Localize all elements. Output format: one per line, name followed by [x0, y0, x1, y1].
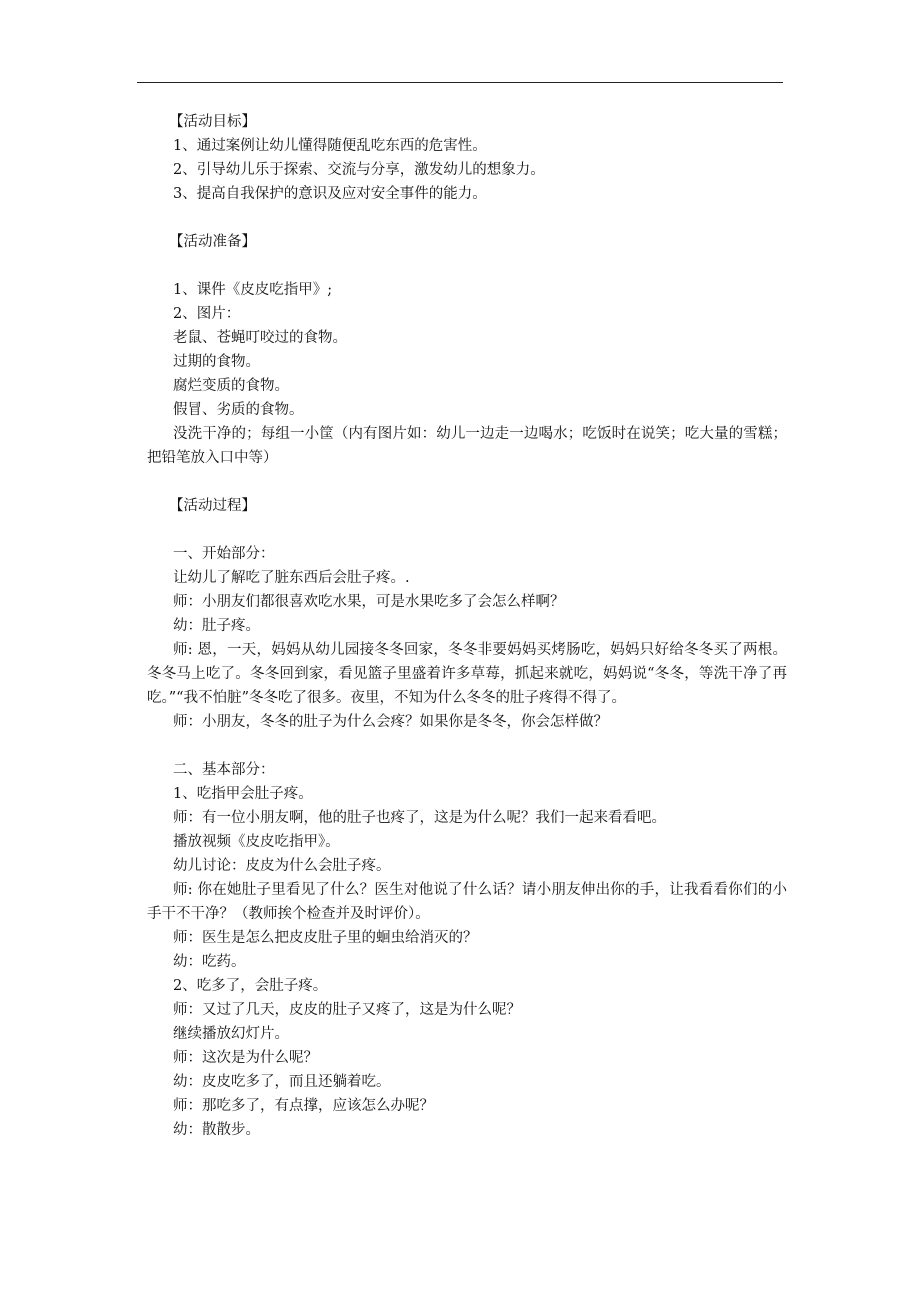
goal-item: 2、引导幼儿乐于探索、交流与分享，激发幼儿的想象力。 [173, 162, 545, 178]
teacher-paragraph: 师: 你在她肚子里看见了什么？医生对他说了什么话？请小朋友伸出你的手，让我看看你们的小手干不干净？（教师挨个检查并及时评价）。 [147, 882, 787, 922]
prep-item: 过期的食物。 [173, 354, 260, 370]
dialogue-line: 播放视频《皮皮吃指甲》。 [173, 834, 340, 850]
dialogue-line: 师：又过了几天，皮皮的肚子又疼了，这是为什么呢？ [173, 1002, 521, 1018]
prep-item: 2、图片： [173, 306, 241, 322]
dialogue-line: 让幼儿了解吃了脏东西后会肚子疼。. [173, 570, 410, 586]
document-body [147, 110, 787, 1142]
prep-item: 老鼠、苍蝇叮咬过的食物。 [173, 330, 347, 346]
dialogue-line: 师：小朋友，冬冬的肚子为什么会疼？如果你是冬冬，你会怎样做？ [173, 714, 608, 730]
dialogue-line: 幼儿讨论：皮皮为什么会肚子疼。 [173, 858, 391, 874]
dialogue-line: 1、吃指甲会肚子疼。 [173, 786, 313, 802]
dialogue-line: 师：医生是怎么把皮皮肚子里的蛔虫给消灭的？ [173, 930, 478, 946]
section-heading-process: 【活动过程】 [169, 498, 256, 514]
dialogue-line: 师：那吃多了，有点撑，应该怎么办呢？ [173, 1098, 434, 1114]
prep-item: 1、课件《皮皮吃指甲》; [173, 282, 333, 298]
dialogue-line: 师：有一位小朋友啊，他的肚子也疼了，这是为什么呢？我们一起来看看吧。 [173, 810, 666, 826]
dialogue-line: 幼：散散步。 [173, 1122, 260, 1138]
prep-paragraph: 没洗干净的；每组一小筐（内有图片如：幼儿一边走一边喝水；吃饭时在说笑；吃大量的雪糕；把铅笔放入口中等） [147, 426, 787, 466]
goal-item: 1、通过案例让幼儿懂得随便乱吃东西的危害性。 [173, 138, 487, 154]
dialogue-line: 幼：皮皮吃多了，而且还躺着吃。 [173, 1074, 391, 1090]
story-paragraph: 师: 恩，一天，妈妈从幼儿园接冬冬回家，冬冬非要妈妈买烤肠吃，妈妈只好给冬冬买了两根。冬冬马上吃了。冬冬回到家，看见篮子里盛着许多草莓，抓起来就吃，妈妈说“冬冬，等洗干净了再吃。”“我不怕脏”冬冬吃了很多。夜里，不知为什么冬冬的肚子疼得不得了。 [147, 642, 787, 706]
dialogue-line: 继续播放幻灯片。 [173, 1026, 289, 1042]
dialogue-line: 师：小朋友们都很喜欢吃水果，可是水果吃多了会怎么样啊？ [173, 594, 565, 610]
prep-item: 假冒、劣质的食物。 [173, 402, 304, 418]
dialogue-line: 2、吃多了，会肚子疼。 [173, 978, 328, 994]
part-title: 二、基本部分： [173, 762, 275, 778]
dialogue-line: 师：这次是为什么呢？ [173, 1050, 318, 1066]
section-heading-goals: 【活动目标】 [169, 114, 256, 130]
prep-item: 腐烂变质的食物。 [173, 378, 289, 394]
section-heading-preparation: 【活动准备】 [169, 234, 256, 250]
part-title: 一、开始部分： [173, 546, 275, 562]
dialogue-line: 幼：肚子疼。 [173, 618, 260, 634]
header-rule [137, 82, 783, 83]
goal-item: 3、提高自我保护的意识及应对安全事件的能力。 [173, 186, 487, 202]
dialogue-line: 幼：吃药。 [173, 954, 246, 970]
